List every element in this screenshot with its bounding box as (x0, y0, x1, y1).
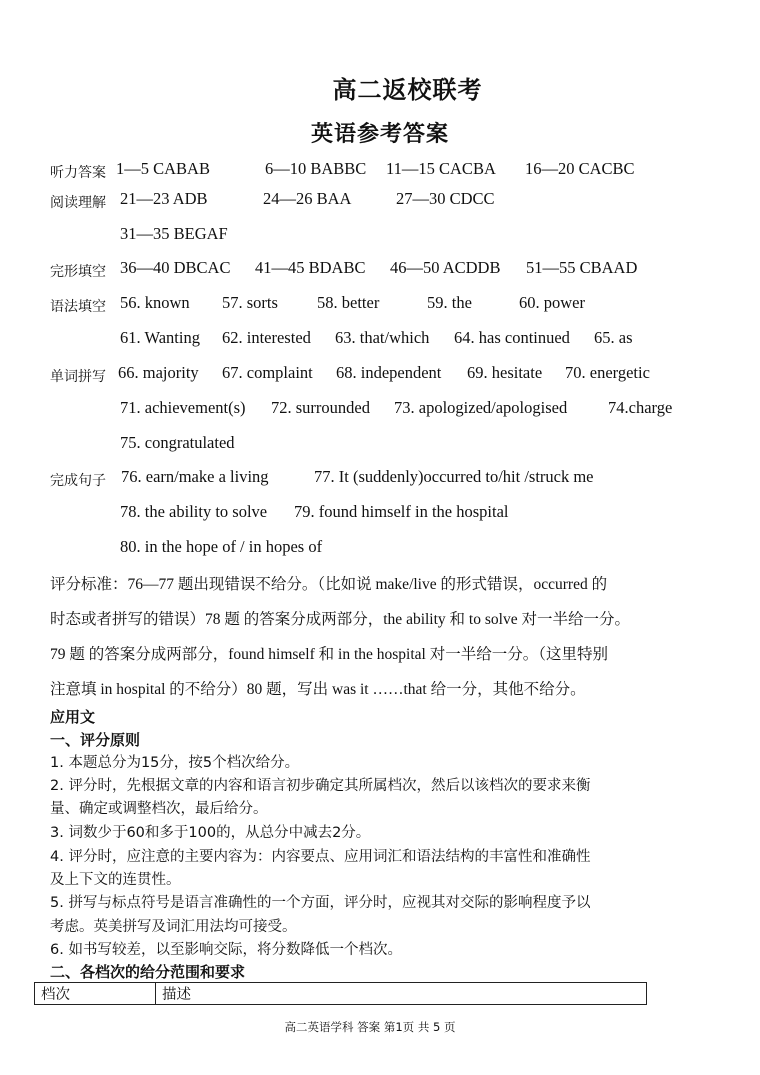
answer-item: 64. has continued (454, 328, 570, 347)
answer-item: 62. interested (222, 328, 311, 347)
answer-item: 58. better (317, 293, 380, 312)
answer-item: 75. congratulated (120, 433, 235, 452)
sentences-label: 完成句子 (50, 473, 106, 489)
scoring-note-line: 评分标准：76—77 题出现错误不给分。（比如说 make/live 的形式错误，occurred 的 (50, 576, 608, 593)
answer-item: 57. sorts (222, 293, 278, 312)
answer-item: 59. the (427, 293, 472, 312)
answer-item: 77. It (suddenly)occurred to/hit /struck me (314, 467, 594, 486)
answer-group: 21—23 ADB (120, 189, 208, 208)
scoring-note-line: 注意填 in hospital 的不给分）80 题，写出 was it ……that 给一分，其他不给分。 (50, 681, 586, 698)
answer-item: 80. in the hope of / in hopes of (120, 537, 323, 556)
answer-item: 63. that/which (335, 328, 430, 347)
answer-group: 46—50 ACDDB (390, 258, 501, 277)
answer-item: 66. majority (118, 363, 199, 382)
answer-group: 24—26 BAA (263, 189, 352, 208)
reading-label: 阅读理解 (50, 195, 106, 211)
table-header-cell: 描述 (156, 983, 647, 1005)
rule-line: 2. 评分时，先根据文章的内容和语言初步确定其所属档次，然后以该档次的要求来衡 (50, 778, 591, 794)
answer-item: 69. hesitate (467, 363, 543, 382)
rule-line: 5. 拼写与标点符号是语言准确性的一个方面，评分时，应视其对交际的影响程度予以 (50, 895, 591, 911)
answer-item: 60. power (519, 293, 585, 312)
answer-item: 74.charge (608, 398, 673, 417)
answer-item: 68. independent (336, 363, 442, 382)
answer-item: 67. complaint (222, 363, 313, 382)
listening-label: 听力答案 (50, 165, 106, 181)
cloze-label: 完形填空 (50, 264, 106, 280)
page-subtitle: 英语参考答案 (310, 122, 449, 147)
answer-group: 1—5 CABAB (116, 159, 210, 178)
answer-item: 70. energetic (565, 363, 650, 382)
scoring-note-line: 时态或者拼写的错误）78 题 的答案分成两部分，the ability 和 to solve 对一半给一分。 (50, 611, 630, 628)
rule-line: 考虑。英美拼写及词汇用法均可接受。 (50, 919, 297, 935)
answer-group: 31—35 BEGAF (120, 224, 228, 243)
answer-item: 73. apologized/apologised (394, 398, 568, 417)
answer-item: 76. earn/make a living (121, 467, 269, 486)
answer-item: 79. found himself in the hospital (294, 502, 509, 521)
rule-line: 4. 评分时，应注意的主要内容为：内容要点、应用词汇和语法结构的丰富性和准确性 (50, 849, 591, 865)
answer-group: 11—15 CACBA (386, 159, 496, 178)
page-footer: 高二英语学科 答案 第1页 共 5 页 (284, 1020, 456, 1034)
grade-table (34, 982, 647, 1005)
section-heading: 一、评分原则 (50, 731, 141, 749)
rule-line: 量、确定或调整档次，最后给分。 (50, 801, 268, 817)
scoring-note-line: 79 题 的答案分成两部分，found himself 和 in the hospital 对一半给一分。（这里特别 (50, 646, 608, 663)
answer-item: 71. achievement(s) (120, 398, 246, 417)
answer-group: 51—55 CBAAD (526, 258, 638, 277)
answer-item: 65. as (594, 328, 633, 347)
rule-line: 1. 本题总分为15分，按5个档次给分。 (50, 755, 300, 771)
spelling-label: 单词拼写 (50, 369, 106, 385)
answer-group: 27—30 CDCC (396, 189, 495, 208)
table-header-row (35, 983, 647, 1005)
answer-item: 72. surrounded (271, 398, 370, 417)
answer-group: 36—40 DBCAC (120, 258, 231, 277)
rule-line: 及上下文的连贯性。 (50, 872, 181, 888)
answer-item: 56. known (120, 293, 190, 312)
rule-line: 6. 如书写较差，以至影响交际，将分数降低一个档次。 (50, 942, 402, 958)
rule-line: 3. 词数少于60和多于100的，从总分中减去2分。 (50, 825, 371, 841)
table-header-cell: 档次 (35, 983, 156, 1005)
answer-group: 16—20 CACBC (525, 159, 635, 178)
section-heading: 二、各档次的给分范围和要求 (50, 963, 246, 981)
writing-heading: 应用文 (50, 708, 96, 726)
answer-item: 78. the ability to solve (120, 502, 268, 521)
page-title: 高二返校联考 (332, 76, 483, 104)
answer-item: 61. Wanting (120, 328, 200, 347)
answer-group: 41—45 BDABC (255, 258, 366, 277)
grammar-label: 语法填空 (50, 299, 106, 315)
answer-group: 6—10 BABBC (265, 159, 367, 178)
